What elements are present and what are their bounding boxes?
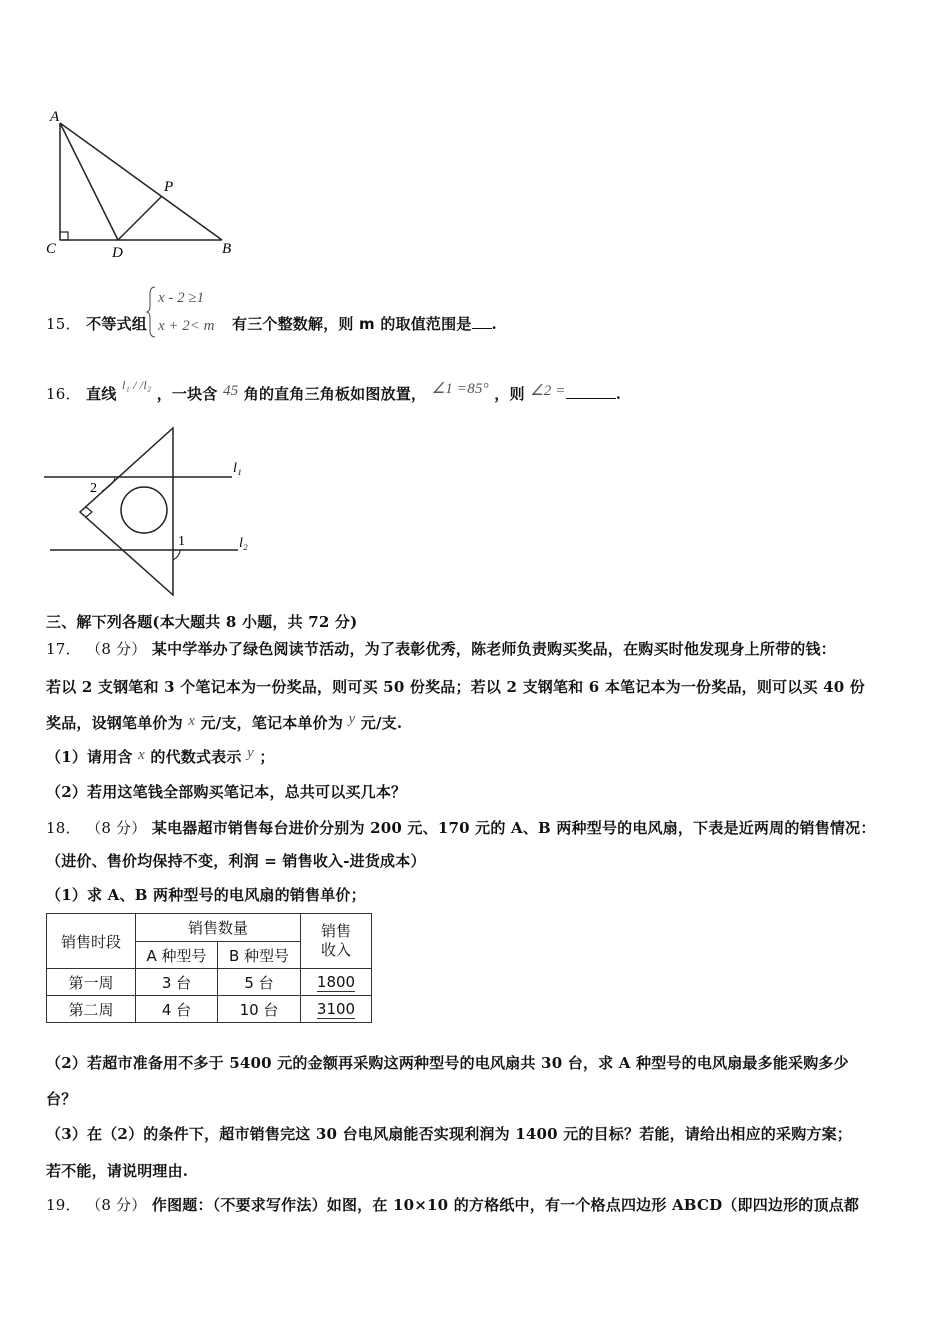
question-16 xyxy=(46,378,622,404)
q15-suffix: 有三个整数解，则 xyxy=(232,315,354,333)
inequality-system xyxy=(146,284,236,340)
cell-period: 第二周 xyxy=(47,996,136,1023)
question-number: 19． xyxy=(46,1196,81,1214)
q17-text-3c: 元/支. xyxy=(360,714,403,732)
line-label-l2: l₂ xyxy=(239,536,248,551)
angle-label-1: 1 xyxy=(178,534,185,549)
q18-part-3a: （3）在（2）的条件下，超市销售完这 30 台电风扇能否实现利润为 1400 元的目标？若能，请给出相应的采购方案； xyxy=(46,1125,852,1143)
q16-text-3: 角的直角三角板如图放置， xyxy=(243,385,427,403)
cell-b: 5 台 xyxy=(218,969,301,996)
header-income-text: 销售收入 xyxy=(320,922,351,959)
parallel-lines-triangle-figure xyxy=(40,420,270,605)
inequality-2: x + 2< m xyxy=(158,318,215,334)
q15-end: . xyxy=(491,315,497,333)
q17-part-1 xyxy=(46,746,275,767)
q17-line-2: 若以 2 支钢笔和 3 个笔记本为一份奖品，则可买 50 份奖品；若以 2 支钢笔和 6 本笔记本为一份奖品，则可以买 40 份 xyxy=(46,678,865,696)
inequality-1: x - 2 ≥1 xyxy=(158,290,205,306)
var-x: x xyxy=(188,713,196,729)
question-score: （8 分） xyxy=(86,819,147,837)
q16-end: . xyxy=(615,385,622,403)
q17-text-3b: 元/支，笔记本单价为 xyxy=(200,714,344,732)
question-number: 16． xyxy=(46,385,81,403)
q15-var: m xyxy=(359,315,375,333)
q19-text-1: 作图题：（不要求写作法）如图，在 10×10 的方格纸中，有一个格点四边形 ABCD（即四边形的顶点都 xyxy=(151,1196,860,1214)
sales-table xyxy=(46,913,372,1023)
question-score: （8 分） xyxy=(86,1196,147,1214)
q16-text-2: ，一块含 xyxy=(156,385,218,403)
q17-part-2: （2）若用这笔钱全部购买笔记本，总共可以买几本？ xyxy=(46,783,407,801)
table-row xyxy=(47,969,372,996)
question-number: 18． xyxy=(46,819,81,837)
q17-p1c: ； xyxy=(259,748,275,766)
var-y: y xyxy=(247,745,254,761)
cell-b: 10 台 xyxy=(218,996,301,1023)
label-d: D xyxy=(112,245,123,261)
q15-rest xyxy=(232,313,497,334)
header-income xyxy=(301,914,372,969)
question-number: 15． xyxy=(46,315,81,333)
label-p: P xyxy=(164,179,174,195)
q16-angle-2: ∠2 = xyxy=(530,383,566,399)
q19-line-1 xyxy=(46,1194,859,1215)
triangle-figure-abcdp xyxy=(40,105,250,265)
label-c: C xyxy=(46,241,57,257)
answer-blank xyxy=(566,398,616,399)
var-x: x xyxy=(138,747,145,763)
line-label-l1: l₁ xyxy=(233,461,242,476)
cell-income xyxy=(301,969,372,996)
q17-line-1 xyxy=(46,638,836,659)
q17-line-3 xyxy=(46,712,402,733)
q17-text-1: 某中学举办了绿色阅读节活动，为了表彰优秀，陈老师负责购买奖品，在购买时他发现身上所带的钱： xyxy=(151,640,836,658)
income-value: 3100 xyxy=(316,1000,356,1018)
q18-text-1: 某电器超市销售每台进价分别为 200 元、170 元的 A、B 两种型号的电风扇，下表是近两周的销售情况： xyxy=(151,819,876,837)
label-a: A xyxy=(50,109,60,125)
q16-parallel-lines: l₁ / /l₂ xyxy=(121,378,152,392)
question-score: （8 分） xyxy=(86,640,147,658)
table-row xyxy=(47,996,372,1023)
cell-period: 第一周 xyxy=(47,969,136,996)
q18-line-2: （进价、售价均保持不变，利润 = 销售收入-进货成本） xyxy=(46,852,426,870)
cell-income xyxy=(301,996,372,1023)
q17-p1a: （1）请用含 xyxy=(46,748,133,766)
q15-prefix: 不等式组 xyxy=(86,315,147,333)
label-b: B xyxy=(222,241,232,257)
q16-angle-1: ∠1 =85° xyxy=(431,381,489,397)
q17-text-3a: 奖品，设钢笔单价为 xyxy=(46,714,183,732)
q16-text-4: ，则 xyxy=(494,385,525,403)
header-period: 销售时段 xyxy=(47,914,136,969)
section-heading: 三、解下列各题(本大题共 8 小题，共 72 分) xyxy=(46,613,358,631)
q18-part-3b: 若不能，请说明理由. xyxy=(46,1162,189,1180)
q18-part-1: （1）求 A、B 两种型号的电风扇的销售单价； xyxy=(46,886,366,904)
q15-tail: 的取值范围是 xyxy=(380,315,472,333)
q16-text-1: 直线 xyxy=(86,385,117,403)
header-type-b: B 种型号 xyxy=(218,942,301,969)
q18-part-2a: （2）若超市准备用不多于 5400 元的金额再采购这两种型号的电风扇共 30 台，求 A 种型号的电风扇最多能采购多少 xyxy=(46,1054,849,1072)
angle-label-2: 2 xyxy=(90,481,97,496)
var-y: y xyxy=(348,711,356,727)
header-type-a: A 种型号 xyxy=(136,942,218,969)
cell-a: 4 台 xyxy=(136,996,218,1023)
header-quantity: 销售数量 xyxy=(136,914,301,942)
q18-part-2b: 台？ xyxy=(46,1090,77,1108)
cell-a: 3 台 xyxy=(136,969,218,996)
answer-blank xyxy=(472,328,492,329)
q18-line-1 xyxy=(46,817,876,838)
q17-p1b: 的代数式表示 xyxy=(150,748,242,766)
question-number: 17． xyxy=(46,640,81,658)
question-15 xyxy=(46,313,147,334)
income-value: 1800 xyxy=(316,973,356,991)
q16-degree: 45 xyxy=(222,383,239,399)
